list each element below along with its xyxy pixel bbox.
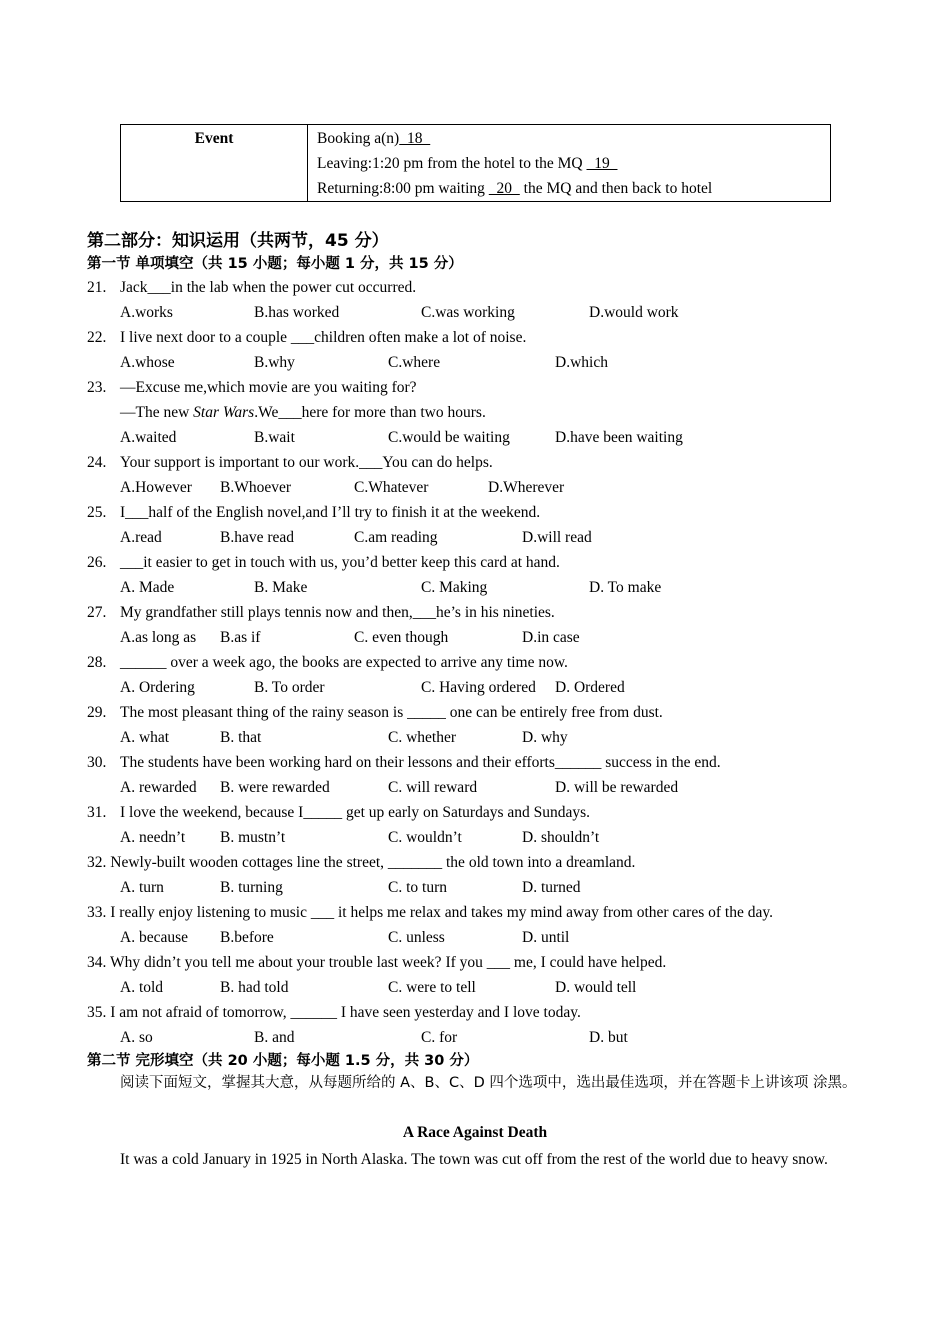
- answer-option: A. Made: [120, 579, 175, 596]
- answer-option: A.However: [120, 479, 192, 496]
- answer-option: D. To make: [589, 579, 662, 596]
- question-stem: Your support is important to our work.___You can do helps.: [120, 454, 493, 471]
- answer-option: A. turn: [120, 879, 164, 896]
- question-number: 31.: [87, 804, 107, 821]
- question-stem: The most pleasant thing of the rainy season is _____ one can be entirely free from dust.: [120, 704, 663, 721]
- section1-heading: 第一节 单项填空（共 15 小题；每小题 1 分，共 15 分）: [87, 256, 463, 272]
- question-stem: Jack___in the lab when the power cut occurred.: [120, 279, 417, 296]
- answer-option: A. needn’t: [120, 829, 186, 846]
- question-number: 28.: [87, 654, 107, 671]
- answer-option: D. shouldn’t: [522, 829, 600, 846]
- answer-option: C.would be waiting: [388, 429, 510, 446]
- question-number: 22.: [87, 329, 107, 346]
- answer-option: A.as long as: [120, 629, 197, 646]
- answer-option: B. turning: [220, 879, 283, 896]
- answer-option: C. to turn: [388, 879, 447, 896]
- question-number: 25.: [87, 504, 107, 521]
- answer-option: D.have been waiting: [555, 429, 683, 446]
- answer-option: B. Make: [254, 579, 308, 596]
- answer-option: A. so: [120, 1029, 153, 1046]
- answer-option: D. until: [522, 929, 570, 946]
- answer-option: A.waited: [120, 429, 177, 446]
- question-number: 29.: [87, 704, 107, 721]
- answer-option: B. and: [254, 1029, 295, 1046]
- event-label: Event: [121, 125, 308, 202]
- answer-option: B. were rewarded: [220, 779, 330, 796]
- question-stem: The students have been working hard on their lessons and their efforts______ success in the end.: [120, 754, 721, 771]
- question-number: 30.: [87, 754, 107, 771]
- question-stem: 33. I really enjoy listening to music ___ it helps me relax and takes my mind away from other cares of the day.: [87, 904, 773, 921]
- answer-option: A. what: [120, 729, 170, 746]
- answer-option: D. will be rewarded: [555, 779, 679, 796]
- answer-option: D. would tell: [555, 979, 637, 996]
- answer-option: B.before: [220, 929, 274, 946]
- question-number: 24.: [87, 454, 107, 471]
- question-stem: 32. Newly-built wooden cottages line the street, _______ the old town into a dreamland.: [87, 854, 636, 871]
- answer-option: C. even though: [354, 629, 449, 646]
- question-stem: —Excuse me,which movie are you waiting for?: [120, 379, 417, 396]
- answer-option: B.Whoever: [220, 479, 292, 496]
- answer-option: B.wait: [254, 429, 295, 446]
- event-row-returning: Returning:8:00 pm waiting 20 the MQ and then back to hotel: [317, 180, 713, 197]
- answer-option: B.have read: [220, 529, 295, 546]
- answer-option: B.has worked: [254, 304, 340, 321]
- answer-option: C. will reward: [388, 779, 478, 796]
- question-stem: I___half of the English novel,and I’ll try to finish it at the weekend.: [120, 504, 541, 521]
- event-row-booking: Booking a(n) 18: [317, 130, 431, 147]
- answer-option: B.why: [254, 354, 295, 371]
- answer-option: C. Having ordered: [421, 679, 536, 696]
- event-table: [120, 124, 831, 202]
- question-number: 27.: [87, 604, 107, 621]
- question-stem: ___it easier to get in touch with us, you’d better keep this card at hand.: [120, 554, 560, 571]
- question-stem: ______ over a week ago, the books are expected to arrive any time now.: [120, 654, 568, 671]
- answer-option: C.was working: [421, 304, 515, 321]
- answer-option: D.Wherever: [488, 479, 565, 496]
- answer-option: B.as if: [220, 629, 261, 646]
- answer-option: A. because: [120, 929, 188, 946]
- answer-option: B. had told: [220, 979, 289, 996]
- answer-option: B. that: [220, 729, 262, 746]
- answer-option: D. turned: [522, 879, 581, 896]
- question-stem: My grandfather still plays tennis now and then,___he’s in his nineties.: [120, 604, 555, 621]
- answer-option: C. unless: [388, 929, 445, 946]
- question-number: 26.: [87, 554, 107, 571]
- answer-option: D. Ordered: [555, 679, 625, 696]
- part2-heading: 第二部分：知识运用（共两节，45 分）: [87, 231, 389, 251]
- answer-option: D. why: [522, 729, 568, 746]
- answer-option: C. Making: [421, 579, 488, 596]
- event-details: [308, 125, 831, 202]
- answer-option: C.am reading: [354, 529, 438, 546]
- question-stem: I live next door to a couple ___children often make a lot of noise.: [120, 329, 527, 346]
- question-stem: 35. I am not afraid of tomorrow, ______ I have seen yesterday and I love today.: [87, 1004, 581, 1021]
- answer-option: C.where: [388, 354, 441, 371]
- answer-option: B. mustn’t: [220, 829, 286, 846]
- answer-option: A.read: [120, 529, 162, 546]
- event-row-leaving: Leaving:1:20 pm from the hotel to the MQ 19: [317, 155, 618, 172]
- question-stem: I love the weekend, because I_____ get up early on Saturdays and Sundays.: [120, 804, 591, 821]
- answer-option: C. wouldn’t: [388, 829, 462, 846]
- answer-option: A. Ordering: [120, 679, 195, 696]
- question-stem: 34. Why didn’t you tell me about your trouble last week? If you ___ me, I could have helped.: [87, 954, 667, 971]
- passage-text: It was a cold January in 1925 in North Alaska. The town was cut off from the rest of the world due to heavy snow.: [120, 1151, 828, 1168]
- answer-option: C. whether: [388, 729, 457, 746]
- instruction-text: 阅读下面短文，掌握其大意，从每题所给的 A、B、C、D 四个选项中，选出最佳选项，并在答题卡上讲该项 涂黑。: [120, 1075, 857, 1091]
- answer-option: A.works: [120, 304, 173, 321]
- answer-option: C.Whatever: [354, 479, 429, 496]
- passage-title: A Race Against Death: [402, 1124, 548, 1141]
- section2-heading: 第二节 完形填空（共 20 小题；每小题 1.5 分，共 30 分）: [87, 1053, 479, 1069]
- answer-option: D.will read: [522, 529, 592, 546]
- question-stem-line2: —The new Star Wars.We___here for more than two hours.: [120, 404, 486, 421]
- answer-option: A. told: [120, 979, 164, 996]
- answer-option: A. rewarded: [120, 779, 197, 796]
- question-number: 21.: [87, 279, 107, 296]
- answer-option: D.in case: [522, 629, 580, 646]
- answer-option: D.which: [555, 354, 608, 371]
- answer-option: A.whose: [120, 354, 175, 371]
- answer-option: B. To order: [254, 679, 325, 696]
- answer-option: D.would work: [589, 304, 679, 321]
- answer-option: C. for: [421, 1029, 458, 1046]
- answer-option: C. were to tell: [388, 979, 476, 996]
- question-number: 23.: [87, 379, 107, 396]
- answer-option: D. but: [589, 1029, 628, 1046]
